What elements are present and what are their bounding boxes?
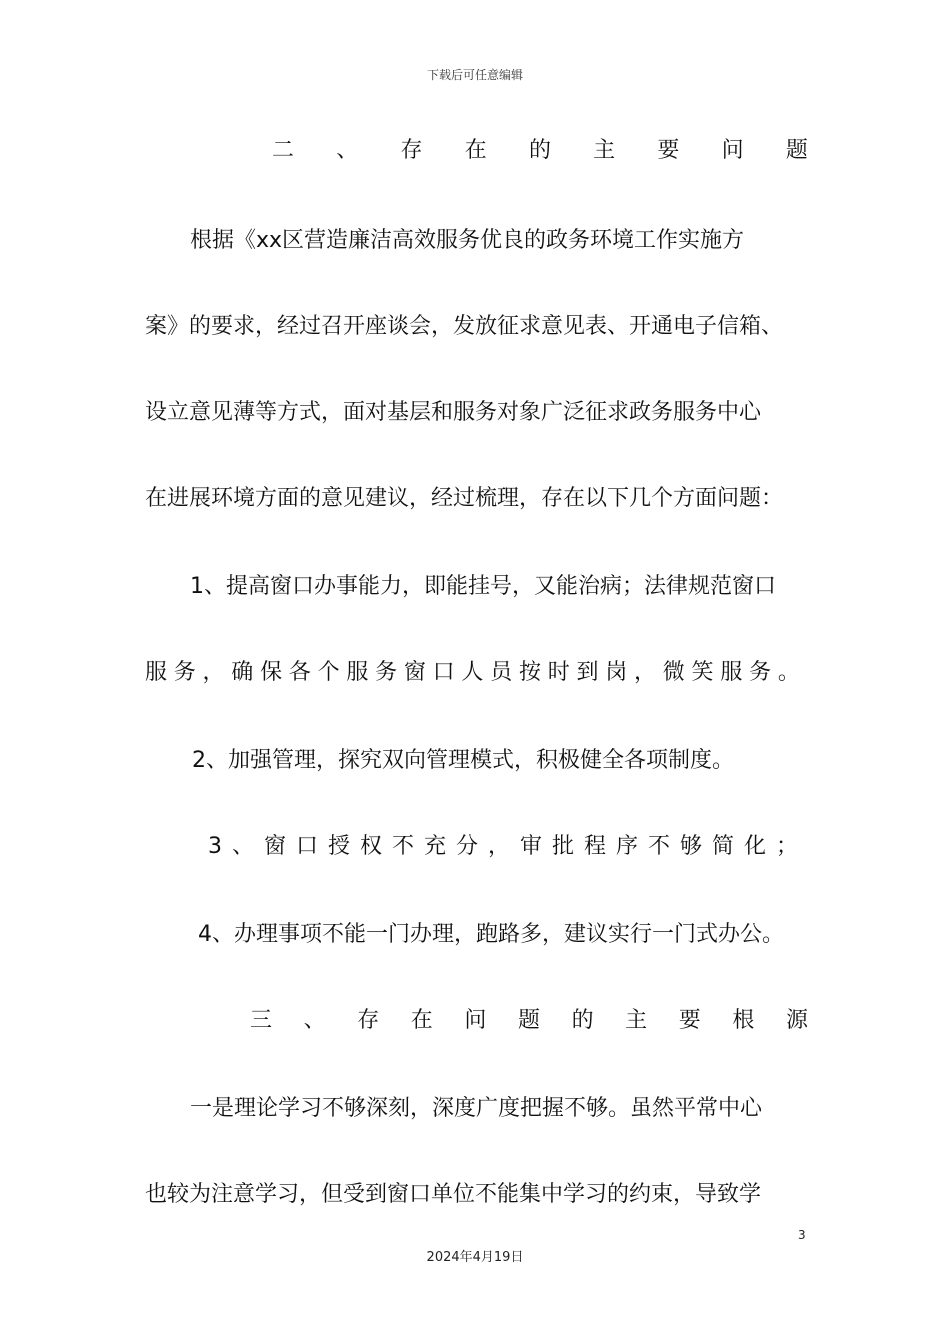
page-header: 下载后可任意编辑 [426,68,523,82]
glyph: 根 [732,1008,755,1033]
glyph: 批 [551,834,574,859]
glyph: 题 [785,138,808,163]
glyph: 口 [432,660,455,685]
glyph: 。 [777,660,800,685]
glyph: 务 [173,660,196,685]
glyph: 授 [327,834,350,859]
glyph: 员 [490,660,513,685]
glyph: 服 [346,660,369,685]
section-2-heading [272,136,808,166]
paragraph-line: 设立意见薄等方式，面对基层和服务对象广泛征求政务服务中心 [145,400,762,425]
glyph: 存 [400,138,423,163]
paragraph-line: 也较为注意学习，但受到窗口单位不能集中学习的约束，导致学 [145,1182,762,1207]
glyph: 窗 [263,834,286,859]
glyph: 确 [231,660,254,685]
glyph: 不 [647,834,670,859]
glyph: 服 [145,660,168,685]
glyph: 源 [785,1008,808,1033]
page-number: 3 [798,1228,806,1242]
glyph: 务 [749,660,772,685]
glyph: 各 [288,660,311,685]
glyph: ， [634,660,657,685]
glyph: 题 [517,1008,540,1033]
list-item-2: 2、加强管理，探究双向管理模式，积极健全各项制度。 [192,748,734,773]
glyph: 、 [231,834,254,859]
list-item-4: 4、办理事项不能一门办理，跑路多，建议实行一门式办公。 [198,922,784,947]
glyph: 够 [679,834,702,859]
glyph: 按 [518,660,541,685]
glyph: 问 [464,1008,487,1033]
glyph: 在 [410,1008,433,1033]
glyph: 要 [678,1008,701,1033]
glyph: 问 [721,138,744,163]
paragraph-line: 根据《xx区营造廉洁高效服务优良的政务环境工作实施方 [190,228,745,253]
glyph: 化 [743,834,766,859]
glyph: 要 [657,138,680,163]
list-item-1: 1、提高窗口办事能力，即能挂号，又能治病；法律规范窗口 [190,574,776,599]
glyph: 笑 [691,660,714,685]
glyph: 三 [250,1008,273,1033]
paragraph-line: 在进展环境方面的意见建议，经过梳理，存在以下几个方面问题： [145,486,784,511]
paragraph-line: 案》的要求，经过召开座谈会，发放征求意见表、开通电子信箱、 [145,314,784,339]
glyph: 的 [528,138,551,163]
section-3-heading [250,1006,808,1036]
glyph: 、 [336,138,359,163]
glyph: 岗 [605,660,628,685]
glyph: 服 [720,660,743,685]
glyph: 、 [303,1008,326,1033]
glyph: 不 [391,834,414,859]
glyph: 口 [295,834,318,859]
glyph: ； [775,834,798,859]
glyph: 序 [615,834,638,859]
glyph: 二 [272,138,295,163]
glyph: 在 [464,138,487,163]
glyph: 存 [357,1008,380,1033]
glyph: 到 [576,660,599,685]
glyph: 权 [359,834,382,859]
glyph: ， [202,660,225,685]
glyph: 分 [455,834,478,859]
glyph: 审 [519,834,542,859]
glyph: 务 [375,660,398,685]
glyph: 人 [461,660,484,685]
glyph: 简 [711,834,734,859]
footer-date: 2024年4月19日 [426,1250,524,1265]
glyph: ， [487,834,510,859]
list-item-1-continuation [145,658,800,688]
glyph: 保 [260,660,283,685]
glyph: 微 [662,660,685,685]
paragraph-line: 一是理论学习不够深刻，深度广度把握不够。虽然平常中心 [190,1096,763,1121]
glyph: 的 [571,1008,594,1033]
glyph: 个 [317,660,340,685]
glyph: 主 [593,138,616,163]
list-item-3 [208,832,798,862]
glyph: 充 [423,834,446,859]
glyph: 程 [583,834,606,859]
glyph: 窗 [403,660,426,685]
glyph: 3 [208,834,222,859]
glyph: 主 [625,1008,648,1033]
glyph: 时 [547,660,570,685]
